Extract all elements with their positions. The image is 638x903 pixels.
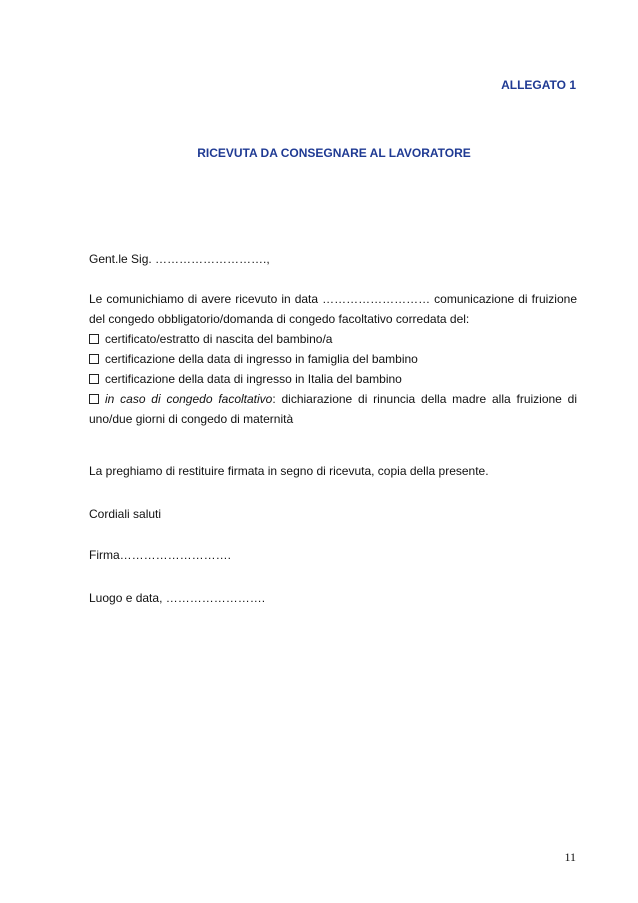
checklist-item-label: : dichiarazione di rinuncia della madre alla fruizione di uno/due giorni di congedo di maternità xyxy=(89,392,578,426)
checklist-item-label: certificazione della data di ingresso in famiglia del bambino xyxy=(105,352,418,366)
document-title: RICEVUTA DA CONSEGNARE AL LAVORATORE xyxy=(197,146,471,160)
closing-line: Cordiali saluti xyxy=(89,507,162,521)
checklist-item xyxy=(89,349,577,369)
page-number: 11 xyxy=(564,850,576,864)
checklist-item xyxy=(89,369,577,389)
main-paragraph xyxy=(89,289,577,429)
checkbox-icon xyxy=(89,334,99,344)
checklist-item xyxy=(89,389,577,429)
checkbox-icon xyxy=(89,374,99,384)
intro-text: Le comunichiamo di avere ricevuto in data ……………………… comunicazione di fruizione del congedo obbligatorio/domanda di congedo facoltativo corredata del: xyxy=(89,292,577,326)
request-line: La preghiamo di restituire firmata in segno di ricevuta, copia della presente. xyxy=(89,464,489,478)
checkbox-icon xyxy=(89,354,99,364)
signature-line: Firma………………………. xyxy=(89,548,231,562)
place-date-line: Luogo e data, ……………………. xyxy=(89,591,266,605)
checklist-item xyxy=(89,329,577,349)
checklist-item-label: certificato/estratto di nascita del bambino/a xyxy=(105,332,333,346)
checkbox-icon xyxy=(89,394,99,404)
attachment-label: ALLEGATO 1 xyxy=(501,78,576,92)
checklist-item-italic: in caso di congedo facoltativo xyxy=(105,392,273,406)
checklist-item-label: certificazione della data di ingresso in Italia del bambino xyxy=(105,372,402,386)
greeting-line: Gent.le Sig. ………………………., xyxy=(89,252,270,266)
